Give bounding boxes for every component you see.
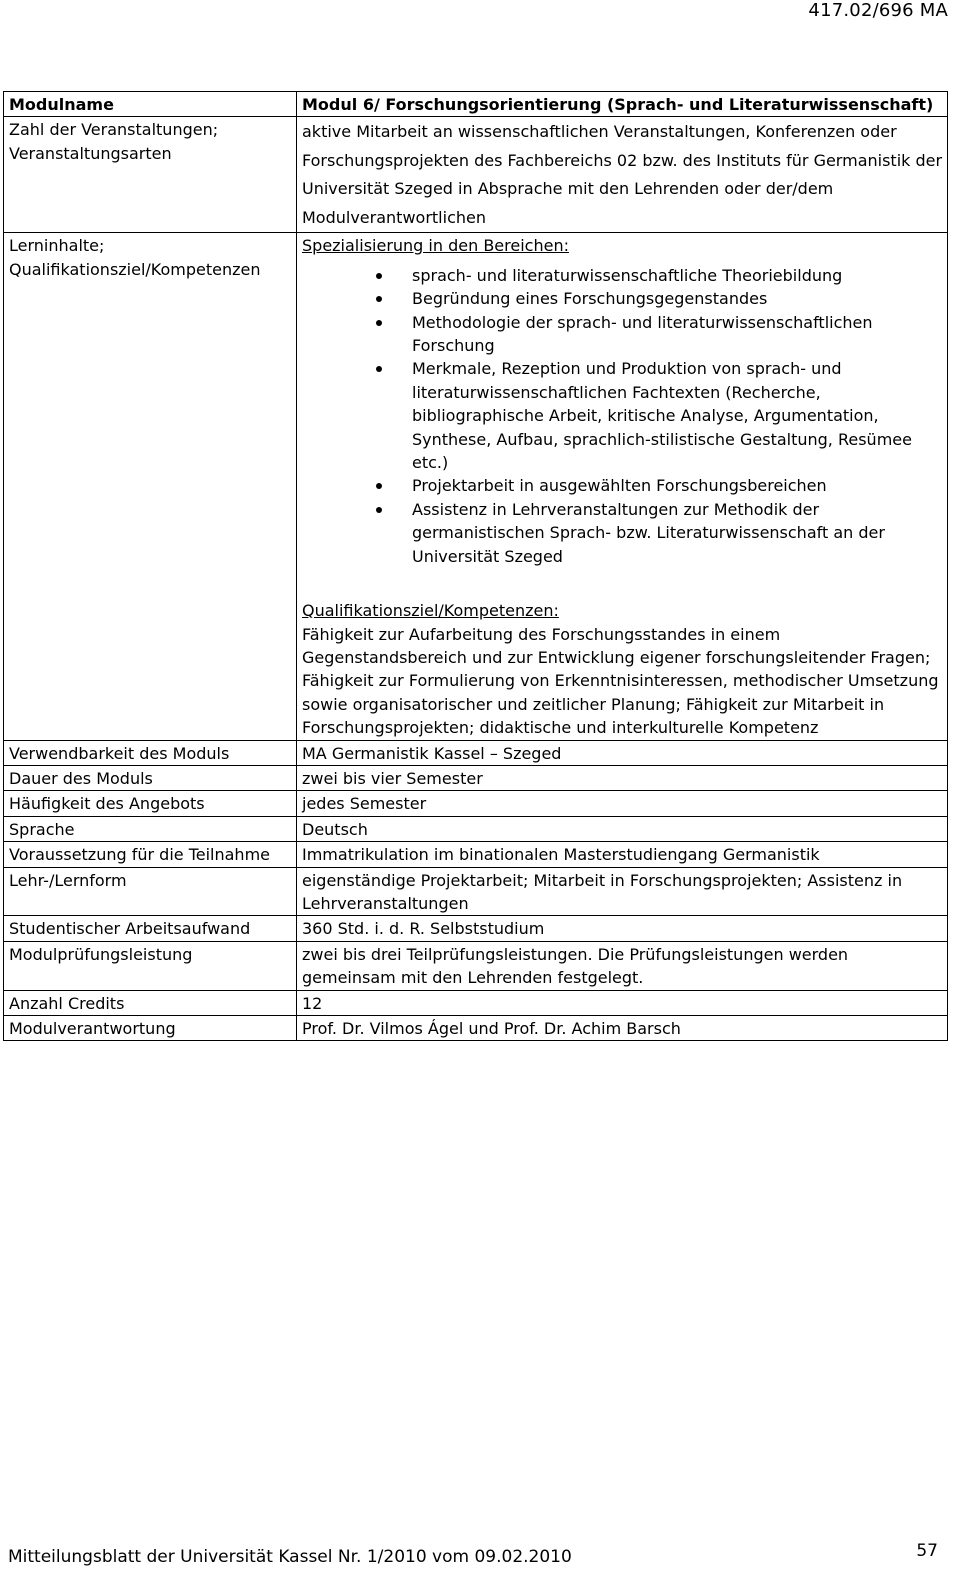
- row-label: Lehr-/Lernform: [4, 867, 297, 916]
- table-row: [4, 765, 948, 790]
- table-row: [4, 867, 948, 916]
- specialization-heading: Spezialisierung in den Bereichen:: [302, 236, 569, 256]
- row-label: Dauer des Moduls: [4, 765, 297, 790]
- footer-publication: Mitteilungsblatt der Universität Kassel Nr. 1/2010 vom 09.02.2010: [8, 1547, 572, 1567]
- table-row: [4, 842, 948, 867]
- list-item: sprach- und literaturwissenschaftliche Theoriebildung: [412, 264, 943, 287]
- value-module-name: Modul 6/ Forschungsorientierung (Sprach- und Literaturwissenschaft): [297, 92, 948, 117]
- label-events-line: Veranstaltungsarten: [9, 143, 172, 163]
- row-label: Anzahl Credits: [4, 990, 297, 1015]
- list-item: Begründung eines Forschungsgegenstandes: [412, 287, 943, 310]
- row-value: MA Germanistik Kassel – Szeged: [297, 740, 948, 765]
- table-row: [4, 816, 948, 841]
- row-value: 12: [297, 990, 948, 1015]
- qualification-heading: Qualifikationsziel/Kompetenzen:: [302, 601, 559, 621]
- row-label: Sprache: [4, 816, 297, 841]
- label-events-line: Zahl der Veranstaltungen;: [9, 120, 219, 140]
- row-label: Voraussetzung für die Teilnahme: [4, 842, 297, 867]
- table-row: [4, 916, 948, 941]
- page-number: 57: [916, 1541, 938, 1561]
- list-item: Projektarbeit in ausgewählten Forschungsbereichen: [412, 474, 943, 497]
- row-value: Prof. Dr. Vilmos Ágel und Prof. Dr. Achim Barsch: [297, 1016, 948, 1041]
- label-module-name: Modulname: [4, 92, 297, 117]
- row-events: [4, 117, 948, 233]
- table-row: [4, 1016, 948, 1041]
- document-code: 417.02/696 MA: [808, 0, 948, 21]
- table-row: [4, 791, 948, 816]
- value-content: [297, 233, 948, 740]
- list-item: Methodologie der sprach- und literaturwissenschaftlichen Forschung: [412, 311, 943, 358]
- row-value: Deutsch: [297, 816, 948, 841]
- label-content-line: Lerninhalte;: [9, 236, 105, 256]
- label-content: [4, 233, 297, 740]
- row-value: Immatrikulation im binationalen Masterstudiengang Germanistik: [297, 842, 948, 867]
- module-table: [3, 91, 948, 1041]
- topic-list: [302, 264, 943, 568]
- row-value: eigenständige Projektarbeit; Mitarbeit in Forschungsprojekten; Assistenz in Lehrveranstaltungen: [297, 867, 948, 916]
- value-events: aktive Mitarbeit an wissenschaftlichen Veranstaltungen, Konferenzen oder Forschungsprojekten des Fachbereichs 02 bzw. des Instituts für Germanistik der Universität Szeged in Absprache mit den Lehrenden oder der/dem Modulverantwortlichen: [297, 117, 948, 233]
- label-events: [4, 117, 297, 233]
- section-spacer: [302, 568, 943, 599]
- table-row: [4, 740, 948, 765]
- row-module-name: [4, 92, 948, 117]
- row-value: zwei bis vier Semester: [297, 765, 948, 790]
- row-label: Modulverantwortung: [4, 1016, 297, 1041]
- list-item: Merkmale, Rezeption und Produktion von sprach- und literaturwissenschaftlichen Fachtexten (Recherche, bibliographische Arbeit, kritische Analyse, Argumentation, Synthese, Aufbau, sprachlich-stilistische Gestaltung, Resümee etc.): [412, 357, 943, 474]
- row-value: 360 Std. i. d. R. Selbststudium: [297, 916, 948, 941]
- row-value: jedes Semester: [297, 791, 948, 816]
- row-label: Verwendbarkeit des Moduls: [4, 740, 297, 765]
- list-item: Assistenz in Lehrveranstaltungen zur Methodik der germanistischen Sprach- bzw. Literaturwissenschaft an der Universität Szeged: [412, 498, 943, 568]
- qualification-text: Fähigkeit zur Aufarbeitung des Forschungsstandes in einem Gegenstandsbereich und zur Entwicklung eigener forschungsleitender Fragen; Fähigkeit zur Formulierung von Erkenntnisinteressen, methodischer Umsetzung sowie organisatorischer und zeitlicher Planung; Fähigkeit zur Mitarbeit in Forschungsprojekten; didaktische und interkulturelle Kompetenz: [302, 624, 939, 738]
- table-row: [4, 990, 948, 1015]
- row-value: zwei bis drei Teilprüfungsleistungen. Die Prüfungsleistungen werden gemeinsam mit den Lehrenden festgelegt.: [297, 941, 948, 990]
- row-label: Modulprüfungsleistung: [4, 941, 297, 990]
- label-content-line: Qualifikationsziel/Kompetenzen: [9, 259, 261, 279]
- table-row: [4, 941, 948, 990]
- row-content: [4, 233, 948, 740]
- row-label: Studentischer Arbeitsaufwand: [4, 916, 297, 941]
- row-label: Häufigkeit des Angebots: [4, 791, 297, 816]
